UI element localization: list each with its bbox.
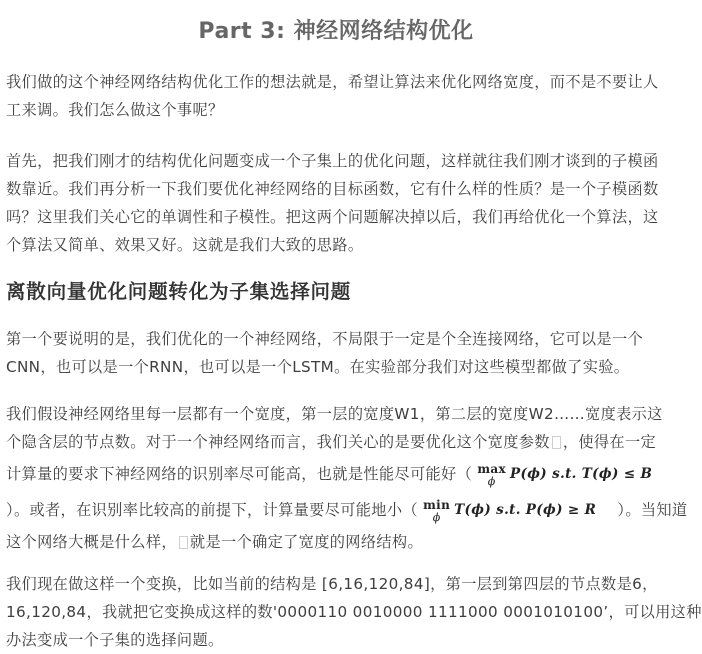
text-segment: 计算量的要求下神经网络的识别率尽可能高，也就是性能尽可能好（: [6, 465, 473, 483]
formula-expression: P(ϕ) s.t. T(ϕ) ≤ B: [510, 465, 653, 482]
encoding-paragraph: [6, 570, 702, 654]
text-line: 我们做的这个神经网络结构优化工作的想法就是，希望让算法来优化网络宽度，而不是不要让人: [6, 73, 659, 91]
formula-subscript: ϕ: [432, 510, 441, 524]
max-formula: [477, 463, 652, 487]
missing-symbol-icon: [552, 436, 561, 449]
text-line: [6, 492, 688, 528]
page-title: Part 3: 神经网络结构优化: [198, 19, 474, 44]
text-segment: ）。当知道: [617, 501, 688, 519]
text-segment: ，使得在一定: [562, 433, 657, 451]
text-line: 吗？这里我们关心它的单调性和子模性。把这两个问题解决掉以后，我们再给优化一个算法，这: [6, 208, 659, 226]
text-line: [6, 428, 666, 456]
text-segment: 就是一个确定了宽度的网络结构。: [189, 533, 423, 551]
formula-operator: min: [423, 497, 451, 512]
text-segment: 个隐含层的节点数。对于一个神经网络而言，我们关心的是要优化这个宽度参数: [6, 433, 550, 451]
missing-symbol-icon: [179, 536, 188, 549]
network-types-paragraph: [6, 325, 666, 381]
text-line: 工来调。我们怎么做这个事呢？: [6, 101, 224, 119]
text-line: [6, 528, 666, 556]
text-line: 首先，把我们刚才的结构优化问题变成一个子集上的优化问题，这样就往我们刚才谈到的子模函: [6, 152, 659, 170]
approach-paragraph: [6, 147, 666, 259]
formula-operator: max: [477, 461, 506, 476]
text-line: 我们假设神经网络里每一层都有一个宽度，第一层的宽度W1，第二层的宽度W2……宽度表示这: [6, 405, 663, 423]
min-formula: [423, 499, 596, 523]
text-line: 数靠近。我们再分析一下我们要优化神经网络的目标函数，它有什么样的性质？是一个子模函数: [6, 180, 659, 198]
text-line: 第一个要说明的是，我们优化的一个神经网络，不局限于一定是个全连接网络，它可以是一个: [6, 330, 644, 348]
text-line: 16,120,84，我就把它变换成这样的数'0000110 0010000 1111000 0001010100’，可以用这种: [6, 603, 702, 621]
text-line: 办法变成一个子集的选择问题。: [6, 631, 224, 649]
intro-paragraph: [6, 68, 666, 124]
width-optimization-paragraph: [6, 400, 688, 556]
text-line: 个算法又简单、效果又好。这就是我们大致的思路。: [6, 236, 364, 254]
text-line: [6, 456, 666, 492]
formula-subscript: ϕ: [487, 474, 496, 488]
text-line: 我们现在做这样一个变换，比如当前的结构是 [6,16,120,84]，第一层到第四层的节点数是6，: [6, 575, 658, 593]
text-segment: 这个网络大概是什么样，: [6, 533, 177, 551]
formula-expression: T(ϕ) s.t. P(ϕ) ≥ R: [454, 501, 597, 518]
section-heading: 离散向量优化问题转化为子集选择问题: [6, 280, 352, 303]
text-segment: ）。或者，在识别率比较高的前提下，计算量要尽可能地小（: [6, 501, 418, 519]
text-line: CNN，也可以是一个RNN，也可以是一个LSTM。在实验部分我们对这些模型都做了实验。: [6, 358, 630, 376]
